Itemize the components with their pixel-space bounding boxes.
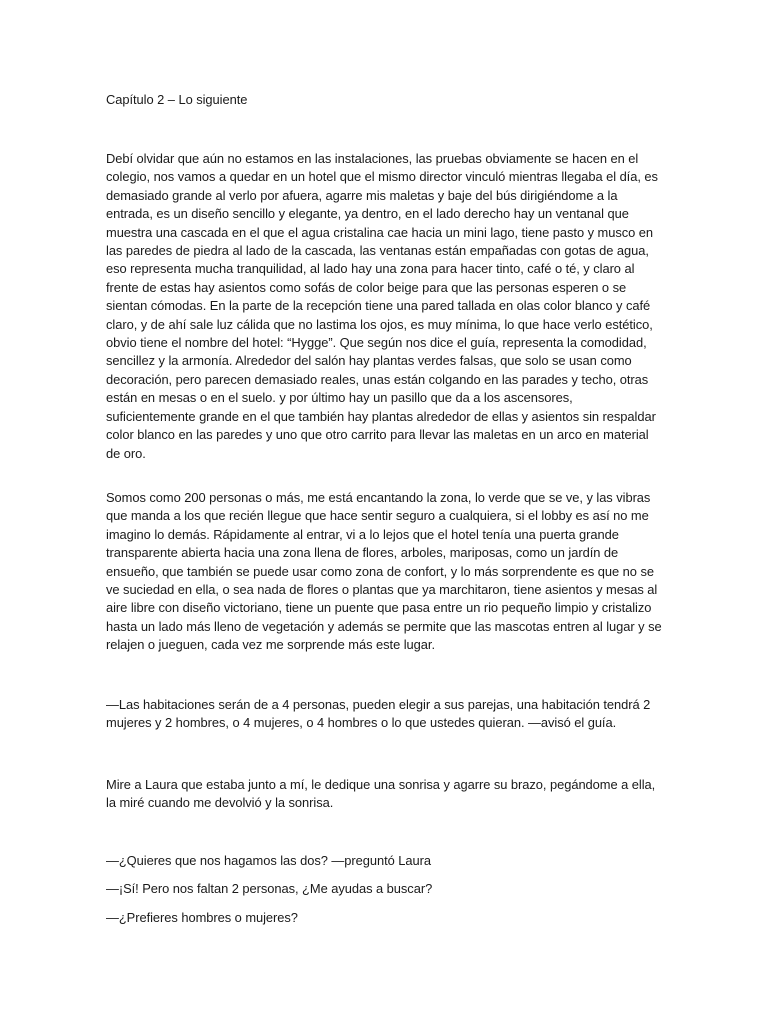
dialogue-line: —¿Prefieres hombres o mujeres? [106,910,298,925]
paragraph-rooms: —Las habitaciones serán de a 4 personas, pueden elegir a sus parejas, una habitación tendrá 2 mujeres y 2 hombres, o 4 mujeres, o 4 hombres o lo que ustedes quieran. —avisó el guía. [106,697,651,731]
chapter-title: Capítulo 2 – Lo siguiente [106,92,248,107]
paragraph-lobby: Debí olvidar que aún no estamos en las instalaciones, las pruebas obviamente se hacen en el colegio, nos vamos a quedar en un hotel que el mismo director vinculó mientras llegaba el día, es demasiado grande al verlo por afuera, agarre mis maletas y baje del bús dirigiéndome a la entrada, es un diseño sencillo y elegante, ya dentro, en el lado derecho hay un ventanal que muestra una cascada en el que el agua cristalina cae hacia un mini lago, tiene pasto y musco en las paredes de piedra al lado de la cascada, las ventanas están empañadas con gotas de agua, eso representa mucha tranquilidad, al lado hay una zona para hacer tinto, café o té, y claro al frente de estas hay asientos como sofás de color beige para que las personas esperen o se sientan cómodas. En la parte de la recepción tiene una pared tallada en olas color blanco y café claro, y de ahí sale luz cálida que no lastima los ojos, es muy mínima, lo que hace verlo estético, obvio tiene el nombre del hotel: “Hygge”. Que según nos dice el guía, representa la comodidad, sencillez y la armonía. Alrededor del salón hay plantas verdes falsas, que solo se usan como decoración, pero parecen demasiado reales, unas están colgando en las parades y techo, otras están en mesas o en el suelo. y por último hay un pasillo que da a los ascensores, suficientemente grande en el que también hay plantas alrededor de ellas y asientos sin respaldar color blanco en las paredes y uno que otro carrito para llevar las maletas en un arco en material de oro. [106,151,658,461]
dialogue-line: —¡Sí! Pero nos faltan 2 personas, ¿Me ayudas a buscar? [106,881,433,896]
paragraph-garden: Somos como 200 personas o más, me está encantando la zona, lo verde que se ve, y las vibras que manda a los que recién llegue que hace sentir seguro a cualquiera, si el lobby es así no me imagino lo demás. Rápidamente al entrar, vi a lo lejos que el hotel tenía una puerta grande transparente abierta hacia una zona llena de flores, arboles, mariposas, como un jardín de ensueño, que también se puede usar como zona de confort, y lo más sorprendente es que no se ve suciedad en ella, o sea nada de flores o plantas que ya marchitaron, tiene asientos y mesas al aire libre con diseño victoriano, tiene un puente que pasa entre un rio pequeño limpio y cristalizo hasta un lado más lleno de vegetación y además se permite que las mascotas entren al lugar y se relajen o jueguen, cada vez me sorprende más este lugar. [106,490,662,653]
dialogue-line: —¿Quieres que nos hagamos las dos? —preguntó Laura [106,853,431,868]
paragraph-laura: Mire a Laura que estaba junto a mí, le dedique una sonrisa y agarre su brazo, pegándome a ella, la miré cuando me devolvió y la sonrisa. [106,777,656,811]
